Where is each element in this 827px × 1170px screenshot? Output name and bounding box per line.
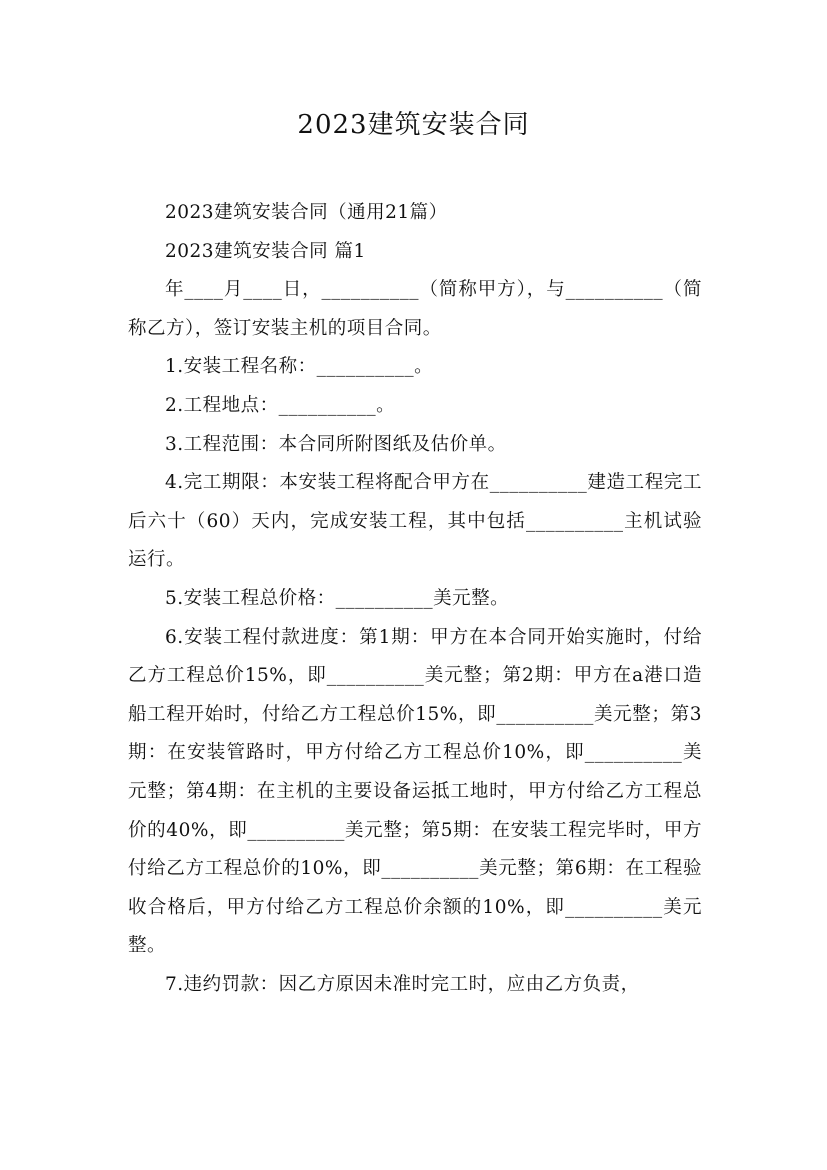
- paragraph-parties: 年____月____日，__________（简称甲方），与__________（简称乙方），签订安装主机的项目合同。: [128, 279, 702, 339]
- paragraph-clause-7: 7.违约罚款：因乙方原因未准时完工时，应由乙方负责，: [165, 973, 640, 995]
- document-title: 2023建筑安装合同: [297, 110, 530, 140]
- paragraph-subtitle: 2023建筑安装合同（通用21篇）: [165, 202, 448, 223]
- paragraph-clause-2: 2.工程地点：__________。: [165, 394, 396, 416]
- paragraph-clause-6: 6.安装工程付款进度：第1期：甲方在本合同开始实施时，付给乙方工程总价15%，即__________美元整；第2期：甲方在a港口造船工程开始时，付给乙方工程总价15%，即__________美元整；第3期：在安装管路时，甲方付给乙方工程总价10%，即__________美元整；第4期：在主机的主要设备运抵工地时，甲方付给乙方工程总价的40%，即__________美元整；第5期：在安装工程完毕时，甲方付给乙方工程总价的10%，即__________美元整；第6期：在工程验收合格后，甲方付给乙方工程总价余额的10%，即__________美元整。: [128, 626, 702, 957]
- document-body: [128, 194, 702, 1004]
- paragraph-clause-1: 1.安装工程名称：__________。: [165, 356, 434, 378]
- paragraph-section-heading: 2023建筑安装合同 篇1: [165, 240, 366, 262]
- paragraph-clause-5: 5.安装工程总价格：__________美元整。: [165, 587, 510, 609]
- paragraph-clause-3: 3.工程范围：本合同所附图纸及估价单。: [165, 433, 507, 455]
- paragraph-clause-4: 4.完工期限：本安装工程将配合甲方在__________建造工程完工后六十（60）天内，完成安装工程，其中包括__________主机试验运行。: [128, 472, 702, 571]
